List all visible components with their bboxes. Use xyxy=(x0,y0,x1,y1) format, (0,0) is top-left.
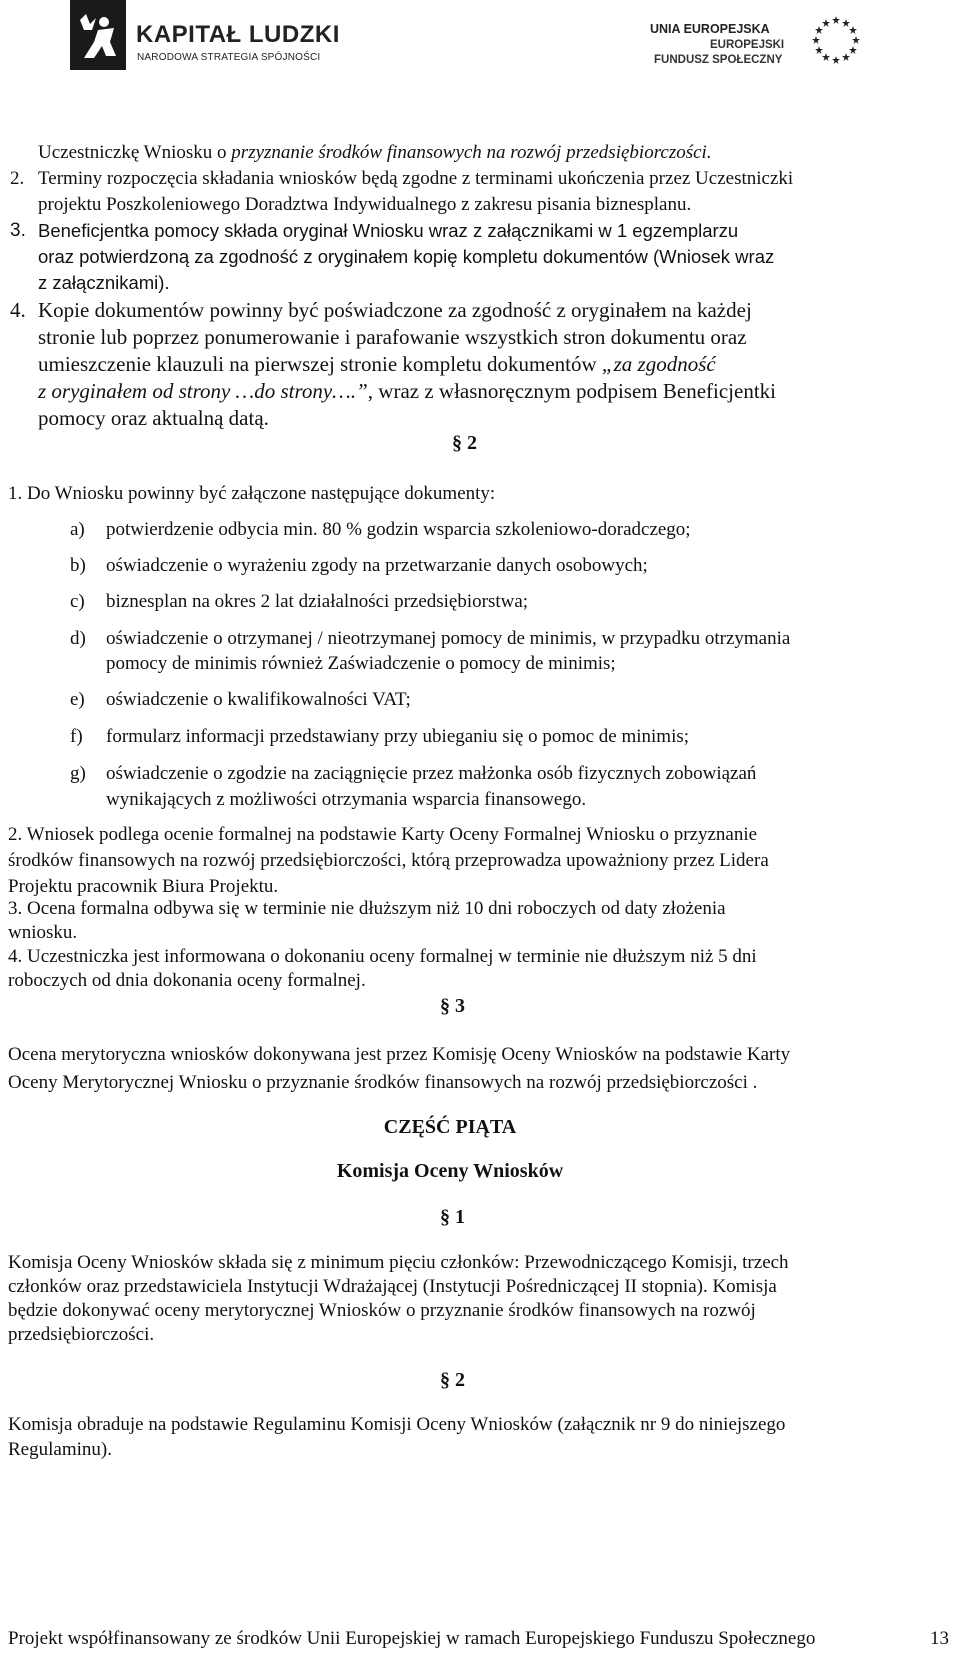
part-five-title: CZĘŚĆ PIĄTA xyxy=(383,1116,517,1138)
point-4-line-3: umieszczenie klauzuli na pierwszej stronie kompletu dokumentów „za zgodność xyxy=(38,352,716,376)
part-five-section-1-heading: § 1 xyxy=(440,1206,465,1228)
point-3-number: 3. xyxy=(10,220,26,241)
section-2-point-2-line-1: 2. Wniosek podlega ocenie formalnej na podstawie Karty Oceny Formalnej Wniosku o przyznanie xyxy=(8,824,758,845)
list-item: oświadczenie o wyrażeniu zgody na przetwarzanie danych osobowych; xyxy=(106,555,648,576)
point-2-line-1: Terminy rozpoczęcia składania wniosków będą zgodne z terminami ukończenia przez Uczestniczki xyxy=(38,168,794,189)
section-2-point-4-line-2: roboczych od dnia dokonania oceny formalnej. xyxy=(8,970,366,991)
part-five-s1-line-2: członków oraz przedstawiciela Instytucji Wdrażającej (Instytucji Pośredniczącej II stopnia). Komisja xyxy=(8,1276,777,1297)
eu-stars-flag-icon xyxy=(800,12,872,68)
point-4-line-4: z oryginałem od strony …do strony….”, wraz z własnoręcznym podpisem Beneficjentki xyxy=(38,379,776,403)
list-item-continuation: pomocy de minimis również Zaświadczenie o pomocy de minimis; xyxy=(106,653,616,674)
section-2-point-2-line-3: Projektu pracownik Biura Projektu. xyxy=(8,876,279,897)
point-3-line-1: Beneficjentka pomocy składa oryginał Wniosku wraz z załącznikami w 1 egzemplarzu xyxy=(38,220,739,241)
list-item: oświadczenie o zgodzie na zaciągnięcie przez małżonka osób fizycznych zobowiązań xyxy=(106,763,757,784)
footer-text: Projekt współfinansowany ze środków Unii Europejskiej w ramach Europejskiego Funduszu Społecznego xyxy=(8,1628,816,1649)
list-item-letter: a) xyxy=(70,519,85,540)
list-item: potwierdzenie odbycia min. 80 % godzin wsparcia szkoleniowo-doradczego; xyxy=(106,519,691,540)
section-2-point-1: 1. Do Wniosku powinny być załączone następujące dokumenty: xyxy=(8,483,496,504)
part-five-s1-line-3: będzie dokonywać oceny merytorycznej Wniosków o przyznanie środków finansowych na rozwój xyxy=(8,1300,756,1321)
point-2-number: 2. xyxy=(10,168,25,189)
section-3-line-1: Ocena merytoryczna wniosków dokonywana jest przez Komisję Oceny Wniosków na podstawie Karty xyxy=(8,1044,791,1065)
continuation-italic: przyznanie środków finansowych na rozwój przedsiębiorczości. xyxy=(231,142,712,163)
section-2-point-4-line-1: 4. Uczestniczka jest informowana o dokonaniu oceny formalnej w terminie nie dłuższym niż 5 dni xyxy=(8,946,757,967)
section-3-line-2: Oceny Merytorycznej Wniosku o przyznanie środków finansowych na rozwój przedsiębiorczości . xyxy=(8,1072,758,1093)
point-4-line-2: stronie lub poprzez ponumerowanie i parafowanie wszystkich stron dokumentu oraz xyxy=(38,325,747,349)
list-item-letter: f) xyxy=(70,726,83,747)
part-five-s2-line-2: Regulaminu). xyxy=(8,1439,112,1460)
point-3-line-3: z załącznikami). xyxy=(38,272,170,293)
kapital-ludzki-subtitle: NARODOWA STRATEGIA SPÓJNOŚCI xyxy=(137,52,321,63)
list-item-letter: d) xyxy=(70,628,86,649)
point-3-line-2: oraz potwierdzoną za zgodność z oryginałem kopię kompletu dokumentów (Wniosek wraz xyxy=(38,246,775,267)
section-3-heading: § 3 xyxy=(440,995,465,1017)
list-item: biznesplan na okres 2 lat działalności przedsiębiorstwa; xyxy=(106,591,529,612)
list-item-letter: g) xyxy=(70,763,86,784)
kapital-ludzki-logo-mark xyxy=(70,0,126,70)
list-item-letter: c) xyxy=(70,591,85,612)
list-item: formularz informacji przedstawiany przy ubieganiu się o pomoc de minimis; xyxy=(106,726,690,747)
continuation-line xyxy=(38,140,712,166)
eu-logo-line2: EUROPEJSKI xyxy=(710,39,785,51)
eu-logo-line1: UNIA EUROPEJSKA xyxy=(650,22,770,36)
part-five-s1-line-1: Komisja Oceny Wniosków składa się z minimum pięciu członków: Przewodniczącego Komisji, trzech xyxy=(8,1252,789,1273)
point-4-line-1: Kopie dokumentów powinny być poświadczone za zgodność z oryginałem na każdej xyxy=(38,298,752,322)
list-item: oświadczenie o otrzymanej / nieotrzymanej pomocy de minimis, w przypadku otrzymania xyxy=(106,628,791,649)
list-item-letter: b) xyxy=(70,555,86,576)
continuation-text: Uczestniczkę Wniosku o xyxy=(38,142,232,163)
list-item: oświadczenie o kwalifikowalności VAT; xyxy=(106,689,411,710)
point-4-line-5: pomocy oraz aktualną datą. xyxy=(38,406,269,430)
kapital-ludzki-title: KAPITAŁ LUDZKI xyxy=(136,21,340,48)
section-2-point-3-line-1: 3. Ocena formalna odbywa się w terminie nie dłuższym niż 10 dni roboczych od daty złożenia xyxy=(8,898,726,919)
list-item-letter: e) xyxy=(70,689,85,710)
point-4-number: 4. xyxy=(10,298,26,322)
section-2-heading: § 2 xyxy=(452,432,477,454)
part-five-s2-line-1: Komisja obraduje na podstawie Regulaminu Komisji Oceny Wniosków (załącznik nr 9 do niniejszego xyxy=(8,1414,786,1435)
part-five-section-2-heading: § 2 xyxy=(440,1369,465,1391)
list-item-continuation: wynikających z możliwości otrzymania wsparcia finansowego. xyxy=(106,789,587,810)
eu-logo-line3: FUNDUSZ SPOŁECZNY xyxy=(654,54,783,66)
section-2-point-3-line-2: wniosku. xyxy=(8,922,78,943)
section-2-point-2-line-2: środków finansowych na rozwój przedsiębiorczości, którą przeprowadza upoważniony przez Lidera xyxy=(8,850,769,871)
part-five-s1-line-4: przedsiębiorczości. xyxy=(8,1324,155,1345)
part-five-subtitle: Komisja Oceny Wniosków xyxy=(336,1160,564,1182)
point-2-line-2: projektu Poszkoleniowego Doradztwa Indywidualnego z zakresu pisania biznesplanu. xyxy=(38,194,692,215)
page-number: 13 xyxy=(930,1628,949,1649)
